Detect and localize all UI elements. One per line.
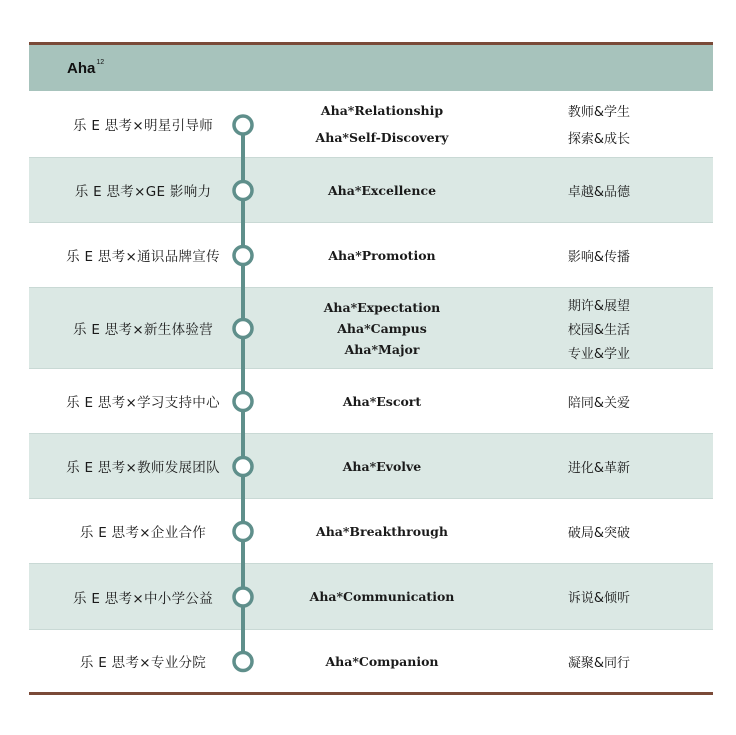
table-row bbox=[29, 433, 713, 498]
theme-label: 凝聚&同行 bbox=[567, 655, 631, 671]
table-row bbox=[29, 629, 713, 692]
table-row bbox=[29, 498, 713, 563]
aha-cell bbox=[297, 91, 467, 157]
program-name: 乐 E 思考×GE 影响力 bbox=[74, 184, 212, 200]
aha-label: Aha*Expectation bbox=[323, 299, 441, 315]
aha-cell bbox=[297, 158, 467, 222]
theme-label: 专业&学业 bbox=[567, 346, 631, 362]
aha-label: Aha*Relationship bbox=[320, 103, 444, 118]
table-row bbox=[29, 368, 713, 433]
theme-cell bbox=[539, 288, 659, 368]
theme-cell bbox=[539, 223, 659, 287]
aha-label: Aha*Major bbox=[344, 341, 420, 357]
theme-label: 探索&成长 bbox=[567, 132, 631, 147]
theme-label: 卓越&品德 bbox=[567, 184, 631, 200]
theme-cell bbox=[539, 91, 659, 157]
table-row bbox=[29, 563, 713, 629]
aha-label: Aha*Escort bbox=[342, 393, 422, 409]
theme-label: 诉说&倾听 bbox=[567, 591, 631, 606]
bottom-rule bbox=[29, 692, 713, 695]
aha-cell bbox=[297, 499, 467, 563]
table-row bbox=[29, 287, 713, 368]
aha-label: Aha*Campus bbox=[337, 320, 427, 336]
program-name: 乐 E 思考×企业合作 bbox=[79, 525, 207, 541]
program-name: 乐 E 思考×教师发展团队 bbox=[66, 460, 220, 476]
theme-label: 期许&展望 bbox=[567, 298, 631, 314]
program-name: 乐 E 思考×专业分院 bbox=[79, 655, 207, 671]
aha-label: Aha*Communication bbox=[309, 589, 455, 604]
aha-label: Aha*Excellence bbox=[327, 182, 437, 198]
aha-cell bbox=[297, 434, 467, 498]
header-title bbox=[67, 59, 104, 77]
aha-cell bbox=[297, 223, 467, 287]
program-name: 乐 E 思考×明星引导师 bbox=[72, 118, 214, 134]
aha-label: Aha*Self-Discovery bbox=[315, 130, 449, 145]
theme-label: 陪同&关爱 bbox=[567, 395, 631, 411]
theme-cell bbox=[539, 369, 659, 433]
theme-label: 校园&生活 bbox=[567, 322, 631, 338]
aha-table bbox=[29, 42, 713, 692]
table-header bbox=[29, 45, 713, 91]
aha-label: Aha*Companion bbox=[325, 653, 439, 669]
theme-cell bbox=[539, 158, 659, 222]
theme-label: 影响&传播 bbox=[567, 249, 631, 265]
aha-label: Aha*Breakthrough bbox=[316, 523, 448, 539]
table-row bbox=[29, 222, 713, 287]
program-name: 乐 E 思考×通识品牌宣传 bbox=[66, 249, 220, 265]
aha-cell bbox=[297, 369, 467, 433]
program-name: 乐 E 思考×学习支持中心 bbox=[66, 395, 220, 411]
header-title-text: Aha bbox=[67, 60, 96, 77]
table-row bbox=[29, 157, 713, 222]
header-superscript: 12 bbox=[96, 59, 105, 66]
aha-cell bbox=[297, 564, 467, 629]
theme-cell bbox=[539, 630, 659, 692]
theme-cell bbox=[539, 499, 659, 563]
theme-label: 进化&革新 bbox=[567, 460, 631, 476]
aha-cell bbox=[297, 630, 467, 692]
theme-cell bbox=[539, 564, 659, 629]
program-name: 乐 E 思考×中小学公益 bbox=[72, 590, 214, 607]
theme-cell bbox=[539, 434, 659, 498]
table-row bbox=[29, 91, 713, 157]
program-name: 乐 E 思考×新生体验营 bbox=[72, 322, 214, 338]
aha-label: Aha*Promotion bbox=[328, 247, 436, 263]
theme-label: 破局&突破 bbox=[567, 525, 631, 541]
table-body bbox=[29, 91, 713, 692]
aha-cell bbox=[297, 288, 467, 368]
theme-label: 教师&学生 bbox=[567, 105, 631, 120]
aha-label: Aha*Evolve bbox=[342, 458, 422, 474]
